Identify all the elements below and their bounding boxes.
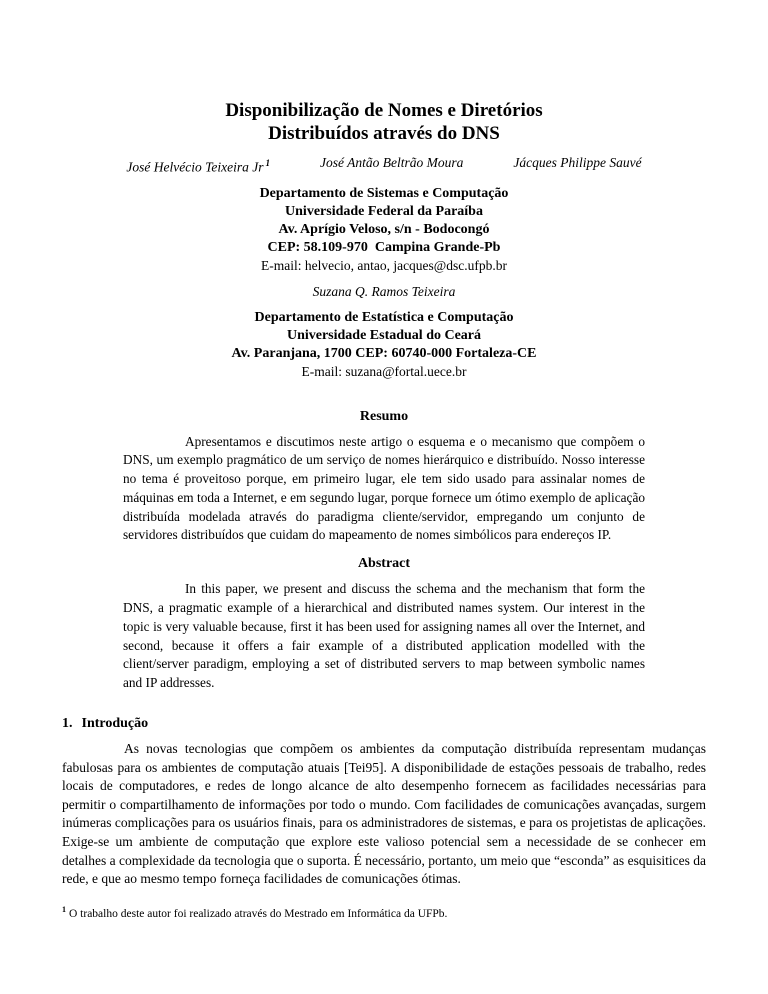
- affiliation-2-department: Departamento de Estatística e Computação: [254, 309, 514, 325]
- abstract-heading: Abstract: [357, 556, 411, 572]
- footnote-text: O trabalho deste autor foi realizado através do Mestrado em Informática da UFPb.: [69, 908, 448, 921]
- footnote-marker: 1: [62, 905, 66, 915]
- paper-title: [62, 99, 706, 145]
- author-list: [62, 154, 706, 177]
- affiliation-1-university: Universidade Federal da Paraíba: [285, 203, 483, 219]
- author-2-name: José Antão Beltrão Moura: [320, 155, 464, 170]
- affiliation-1-cep: CEP: 58.109-970 Campina Grande-Pb: [267, 239, 501, 255]
- affiliation-2-address: Av. Paranjana, 1700 CEP: 60740-000 Fortaleza-CE: [231, 345, 537, 361]
- resumo-text: Apresentamos e discutimos neste artigo o esquema e o mecanismo que compõem o DNS, um exemplo pragmático de um serviço de nomes hierárquico e distribuído. Nosso interesse no tema é proveitoso porque, em primeiro lugar, ele tem sido usado para assinalar nomes de máquinas em toda a Internet, e em segundo lugar, porque fornece um ótimo exemplo de aplicação distribuída modelada através do paradigma cliente/servidor, empregando um conjunto de servidores distribuídos que cuidam do mapeamento de nomes simbólicos para endereços IP.: [123, 433, 645, 543]
- author-2: [320, 154, 463, 177]
- affiliation-1-address: Av. Aprígio Veloso, s/n - Bodocongó: [278, 221, 490, 237]
- affiliation-2-email: E-mail: suzana@fortal.uece.br: [301, 363, 467, 379]
- author-3: [513, 154, 641, 177]
- section-1-number: 1.: [62, 716, 73, 732]
- footnote: [62, 902, 706, 922]
- section-1-title: Introdução: [81, 716, 149, 732]
- affiliation-1: [62, 185, 706, 275]
- author-3-name: Jácques Philippe Sauvé: [513, 155, 642, 170]
- section-1-heading: [62, 715, 706, 733]
- paper-title-line1: Disponibilização de Nomes e Diretórios: [225, 100, 543, 121]
- affiliation-1-department: Departamento de Sistemas e Computação: [259, 185, 509, 201]
- section-1-paragraph: As novas tecnologias que compõem os ambientes da computação distribuída representam mudanças fabulosas para os ambientes de computação atuais [Tei95]. A disponibilidade de estações pessoais de trabalho, redes locais de computadores, e redes de longo alcance de alto desempenho fornecem as facilidades necessárias para permitir o compartilhamento de informações por todo o mundo. Com facilidades de comunicações avançadas, surgem inúmeras complicações para os usuários finais, para os administradores de sistemas, e para os projetistas de aplicações. Exige-se um ambiente de computação que explore este valioso potencial sem a necessidade de se conhecer em detalhes a complexidade da tecnologia que o suporta. É necessário, portanto, um meio que “esconda” as esquisitices da rede, e que ao mesmo tempo forneça facilidades de comunicações ótimas.: [62, 741, 706, 887]
- author-1-footnote-mark: 1: [265, 158, 270, 168]
- affiliation-2: [62, 309, 706, 381]
- affiliation-2-university: Universidade Estadual do Ceará: [286, 327, 482, 343]
- abstract-text: In this paper, we present and discuss the schema and the mechanism that form the DNS, a pragmatic example of a hierarchical and distributed names system. Our interest in the topic is very valuable because, first it has been used for assigning names all over the Internet, and second, because it offers a fair example of a distributed application modelled with the client/server paradigm, employing a set of distributed servers to map between symbolic names and IP addresses.: [123, 581, 645, 691]
- author-1: [126, 154, 270, 177]
- author-1-name: José Helvécio Teixeira Jr: [126, 159, 264, 175]
- affiliation-1-email: E-mail: helvecio, antao, jacques@dsc.ufpb.br: [261, 257, 507, 273]
- author-4-name: Suzana Q. Ramos Teixeira: [312, 283, 456, 299]
- resumo-heading: Resumo: [359, 408, 409, 424]
- paper-title-line2: Distribuídos através do DNS: [268, 123, 500, 144]
